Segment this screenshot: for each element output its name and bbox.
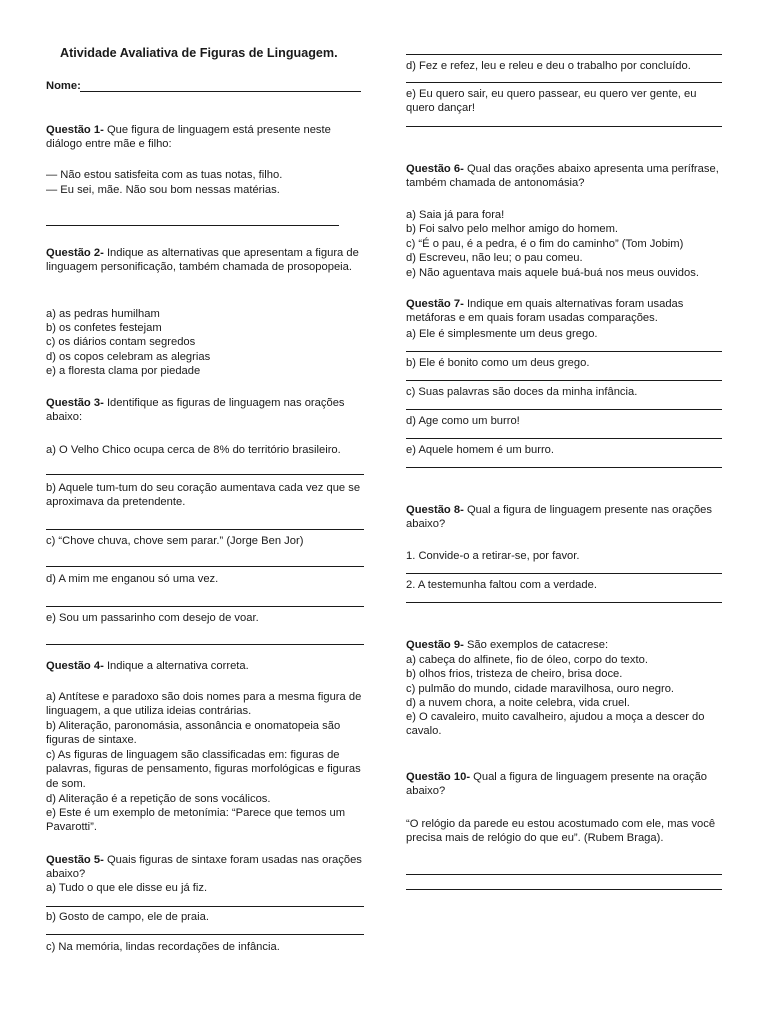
- dialogue-line: — Não estou satisfeita com as tuas notas, filho.: [46, 169, 283, 181]
- question-text: Indique as alternativas que apresentam a figura de linguagem personificação, também chamada de prosopopeia.: [46, 247, 359, 274]
- option: c) os diários contam segredos: [46, 336, 196, 348]
- question-label: Questão 1-: [46, 124, 104, 136]
- option: d) Fez e refez, leu e releu e deu o trabalho por concluído.: [406, 60, 691, 72]
- question-label: Questão 8-: [406, 504, 464, 516]
- question-text: Identifique as figuras de linguagem nas orações abaixo:: [46, 397, 345, 424]
- option: b) Gosto de campo, ele de praia.: [46, 911, 209, 923]
- answer-line[interactable]: [406, 573, 722, 574]
- option: d) A mim me enganou só uma vez.: [46, 573, 219, 585]
- answer-line[interactable]: [46, 529, 364, 530]
- answer-line[interactable]: [46, 566, 364, 567]
- option: e) Não aguentava mais aquele buá-buá nos meus ouvidos.: [406, 267, 699, 279]
- question-text: Qual das orações abaixo apresenta uma perífrase, também chamada de antonomásia?: [406, 163, 719, 190]
- answer-line[interactable]: [406, 602, 722, 603]
- option: a) O Velho Chico ocupa cerca de 8% do território brasileiro.: [46, 444, 341, 456]
- question-label: Questão 6-: [406, 163, 464, 175]
- question-text: Qual a figura de linguagem presente na oração abaixo?: [406, 771, 708, 798]
- option: a) Ele é simplesmente um deus grego.: [406, 328, 598, 340]
- option: a) as pedras humilham: [46, 308, 160, 320]
- option: c) As figuras de linguagem são classificadas em: figuras de palavras, figuras de pensamento, figuras morfológicas e figuras de som.: [46, 749, 361, 790]
- option: c) Suas palavras são doces da minha infância.: [406, 386, 638, 398]
- answer-line[interactable]: [406, 438, 722, 439]
- quote-text: “O relógio da parede eu estou acostumado com ele, mas você precisa mais de relógio do que eu”. (Rubem Braga).: [406, 818, 716, 845]
- question-2: [46, 246, 364, 275]
- question-4: [46, 659, 364, 673]
- option: e) a floresta clama por piedade: [46, 365, 201, 377]
- question-label: Questão 3-: [46, 397, 104, 409]
- option: b) Ele é bonito como um deus grego.: [406, 357, 590, 369]
- answer-line[interactable]: [46, 644, 364, 645]
- question-text: Indique em quais alternativas foram usadas metáforas e em quais foram usadas comparações.: [406, 298, 684, 325]
- option: d) a nuvem chora, a noite celebra, vida cruel.: [406, 697, 630, 709]
- option: b) olhos frios, tristeza de cheiro, brisa doce.: [406, 668, 623, 680]
- question-label: Questão 4-: [46, 660, 104, 672]
- answer-line[interactable]: [406, 889, 722, 890]
- question-8: [406, 503, 722, 532]
- question-text: Que figura de linguagem está presente neste diálogo entre mãe e filho:: [46, 124, 331, 151]
- option: c) Na memória, lindas recordações de infância.: [46, 941, 280, 953]
- option: e) O cavaleiro, muito cavalheiro, ajudou a moça a descer do cavalo.: [406, 711, 705, 738]
- option: c) pulmão do mundo, cidade maravilhosa, ouro negro.: [406, 683, 675, 695]
- answer-line[interactable]: [406, 380, 722, 381]
- question-9: [406, 638, 722, 652]
- answer-line[interactable]: [46, 934, 364, 935]
- answer-line[interactable]: [406, 82, 722, 83]
- dialogue-line: — Eu sei, mãe. Não sou bom nessas matérias.: [46, 184, 280, 196]
- question-7: [406, 297, 722, 326]
- question-6: [406, 162, 722, 191]
- answer-line[interactable]: [406, 467, 722, 468]
- question-10: [406, 770, 722, 799]
- answer-line[interactable]: [46, 474, 364, 475]
- option: d) os copos celebram as alegrias: [46, 351, 211, 363]
- option: b) os confetes festejam: [46, 322, 162, 334]
- name-label: Nome:: [46, 80, 81, 92]
- question-text: São exemplos de catacrese:: [466, 639, 609, 651]
- option: b) Aliteração, paronomásia, assonância e onomatopeia são figuras de sintaxe.: [46, 720, 341, 747]
- page-title: Atividade Avaliativa de Figuras de Linguagem.: [60, 46, 338, 60]
- name-field[interactable]: [80, 91, 361, 92]
- option: 1. Convide-o a retirar-se, por favor.: [406, 550, 580, 562]
- option: b) Foi salvo pelo melhor amigo do homem.: [406, 223, 619, 235]
- question-1: [46, 123, 364, 152]
- option: c) “Chove chuva, chove sem parar.” (Jorge Ben Jor): [46, 535, 304, 547]
- question-text: Quais figuras de sintaxe foram usadas nas orações abaixo?: [46, 854, 362, 881]
- answer-line[interactable]: [406, 126, 722, 127]
- answer-line[interactable]: [406, 54, 722, 55]
- option: e) Eu quero sair, eu quero passear, eu quero ver gente, eu quero dançar!: [406, 88, 697, 115]
- question-3: [46, 396, 364, 425]
- question-label: Questão 10-: [406, 771, 471, 783]
- option: d) Age como um burro!: [406, 415, 520, 427]
- option: d) Escreveu, não leu; o pau comeu.: [406, 252, 583, 264]
- answer-line[interactable]: [406, 874, 722, 875]
- question-label: Questão 9-: [406, 639, 464, 651]
- question-text: Indique a alternativa correta.: [106, 660, 249, 672]
- option: b) Aquele tum-tum do seu coração aumentava cada vez que se aproximava da pretendente.: [46, 482, 361, 509]
- answer-line[interactable]: [46, 906, 364, 907]
- question-text: Qual a figura de linguagem presente nas orações abaixo?: [406, 504, 712, 531]
- option: 2. A testemunha faltou com a verdade.: [406, 579, 597, 591]
- option: a) Saia já para fora!: [406, 209, 505, 221]
- answer-line[interactable]: [406, 351, 722, 352]
- option: e) Sou um passarinho com desejo de voar.: [46, 612, 259, 624]
- option: e) Este é um exemplo de metonímia: “Parece que temos um Pavarotti”.: [46, 807, 346, 834]
- answer-line[interactable]: [46, 606, 364, 607]
- answer-line[interactable]: [46, 225, 339, 226]
- option: e) Aquele homem é um burro.: [406, 444, 554, 456]
- answer-line[interactable]: [406, 409, 722, 410]
- question-5: [46, 853, 364, 882]
- option: d) Aliteração é a repetição de sons vocálicos.: [46, 793, 271, 805]
- option: a) Antítese e paradoxo são dois nomes para a mesma figura de linguagem, a que utiliza ideias contrárias.: [46, 691, 362, 718]
- option: c) “É o pau, é a pedra, é o fim do caminho” (Tom Jobim): [406, 238, 684, 250]
- question-label: Questão 5-: [46, 854, 104, 866]
- option: a) cabeça do alfinete, fio de óleo, corpo do texto.: [406, 654, 648, 666]
- question-label: Questão 2-: [46, 247, 104, 259]
- option: a) Tudo o que ele disse eu já fiz.: [46, 882, 208, 894]
- question-label: Questão 7-: [406, 298, 464, 310]
